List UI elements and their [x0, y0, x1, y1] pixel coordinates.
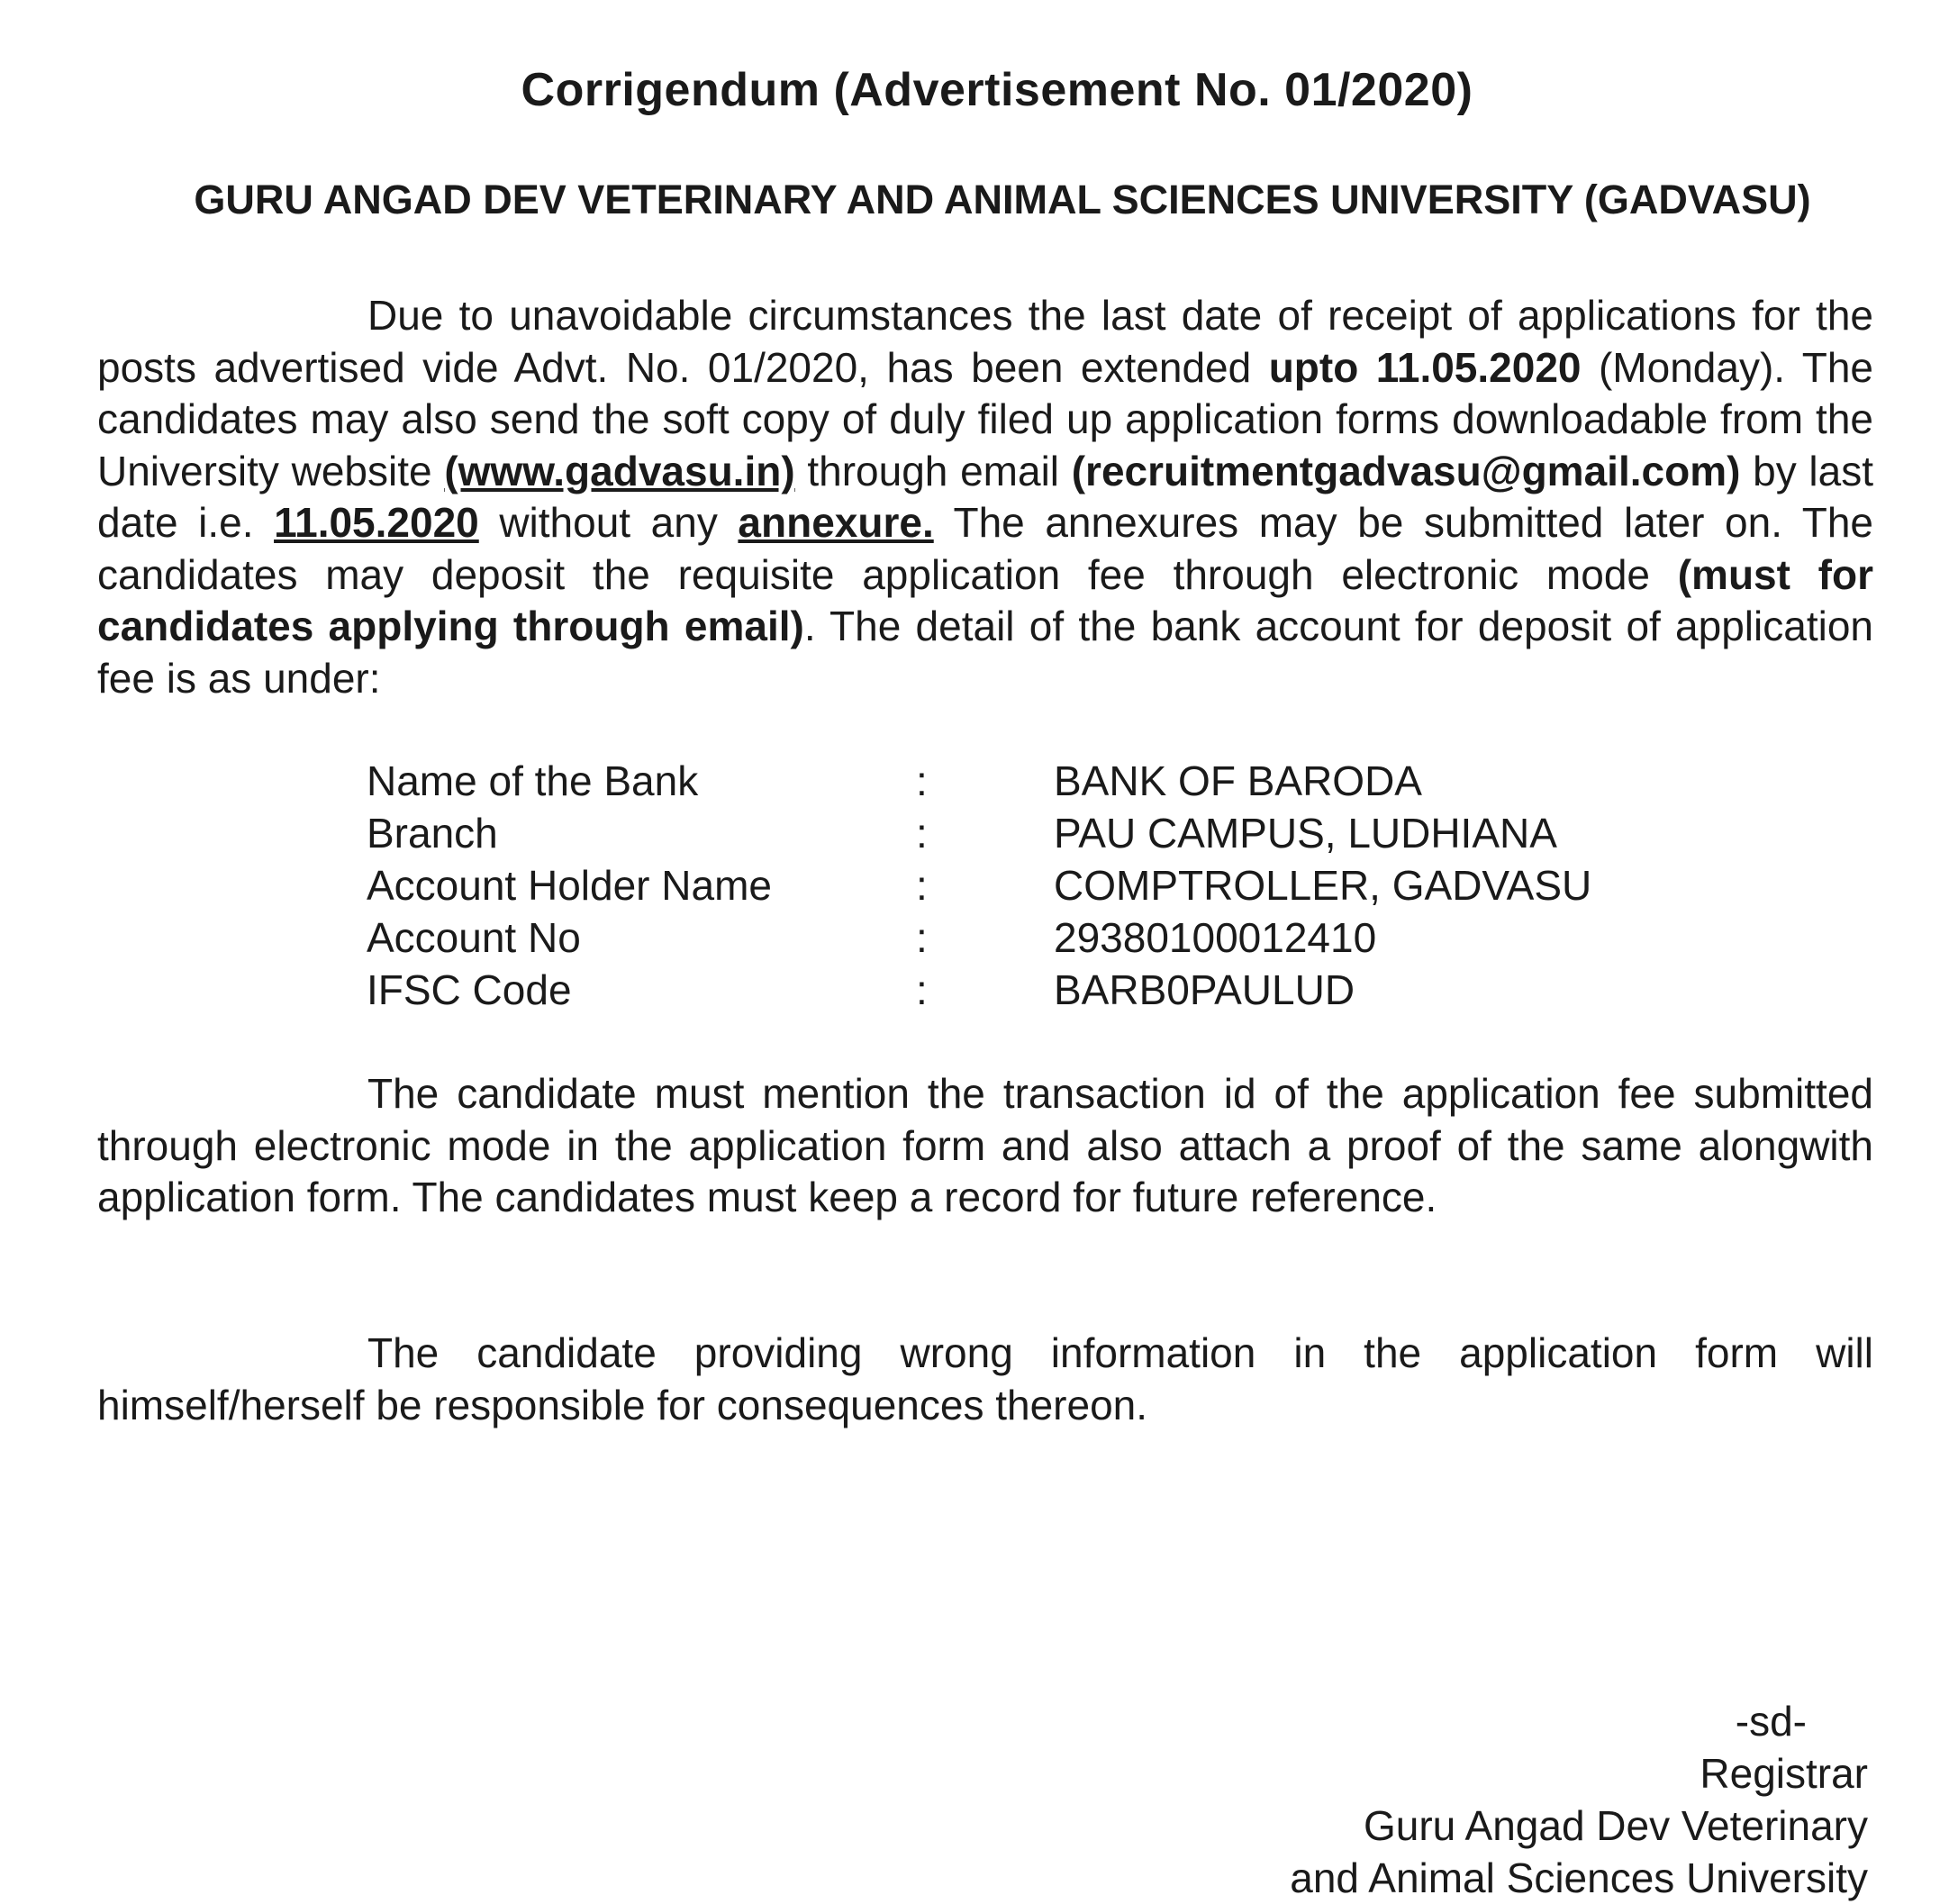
annexure-word: annexure. — [738, 499, 934, 546]
bank-label: Account Holder Name — [367, 862, 772, 909]
bank-value: BARB0PAULUD — [1054, 966, 1355, 1013]
extension-paragraph: Due to unavoidable circumstances the last date of receipt of applications for the posts advertised vide Advt. No. 01/2020, has been extended upto 11.05.2020 (Monday). The candidates may also send the soft copy of duly filed up application forms downloadable from the University website (www.gadvasu.in) through email (recruitmentgadvasu@gmail.com) by last date i.e. 11.05.2020 without any annexure. The annexures may be submitted later on. The candidates may deposit the requisite application fee through electronic mode (must for candidates applying through email). The detail of the bank account for deposit of application fee is as under: — [97, 292, 1874, 702]
bank-details-table — [367, 755, 1591, 1016]
bank-label: Account No — [367, 914, 581, 961]
document-title: Corrigendum (Advertisement No. 01/2020) — [521, 64, 1473, 116]
bank-label: Name of the Bank — [367, 757, 699, 804]
signatory-designation: Registrar — [1700, 1750, 1868, 1797]
bank-value: PAU CAMPUS, LUDHIANA — [1054, 810, 1557, 857]
extended-date: upto 11.05.2020 — [1268, 343, 1582, 391]
email-note: (must for candidates applying through email) — [97, 550, 1873, 649]
bank-value: 29380100012410 — [1054, 914, 1377, 961]
responsibility-paragraph: The candidate providing wrong information in the application form will himself/herself be responsible for consequences thereon. — [97, 1329, 1873, 1428]
bank-row — [367, 859, 1591, 911]
signature-sd: -sd- — [1735, 1698, 1807, 1745]
transaction-paragraph: The candidate must mention the transaction id of the application fee submitted through electronic mode in the application form and also attach a proof of the same alongwith application form. The candidates must keep a record for future reference. — [97, 1070, 1873, 1220]
bank-label: Branch — [367, 810, 498, 857]
bank-colon: : — [916, 757, 928, 804]
bank-row — [367, 755, 1591, 807]
university-name: GURU ANGAD DEV VETERINARY AND ANIMAL SCIENCES UNIVERSITY (GADVASU) — [194, 177, 1811, 222]
bank-colon: : — [916, 914, 928, 961]
signatory-org-line1: Guru Angad Dev Veterinary — [1364, 1802, 1868, 1849]
bank-row — [367, 911, 1591, 964]
bank-value: COMPTROLLER, GADVASU — [1054, 862, 1592, 909]
bank-label: IFSC Code — [367, 966, 572, 1013]
last-date: 11.05.2020 — [274, 499, 479, 546]
signature-block — [1290, 1695, 1868, 1904]
bank-value: BANK OF BARODA — [1054, 757, 1422, 804]
bank-colon: : — [916, 862, 928, 909]
email-address[interactable]: (recruitmentgadvasu@gmail.com) — [1071, 447, 1741, 494]
bank-row — [367, 807, 1591, 859]
signatory-org-line2: and Animal Sciences University — [1290, 1854, 1868, 1901]
bank-colon: : — [916, 810, 928, 857]
bank-colon: : — [916, 966, 928, 1013]
website-link[interactable]: (www.gadvasu.in) — [444, 447, 795, 494]
bank-row — [367, 964, 1591, 1016]
